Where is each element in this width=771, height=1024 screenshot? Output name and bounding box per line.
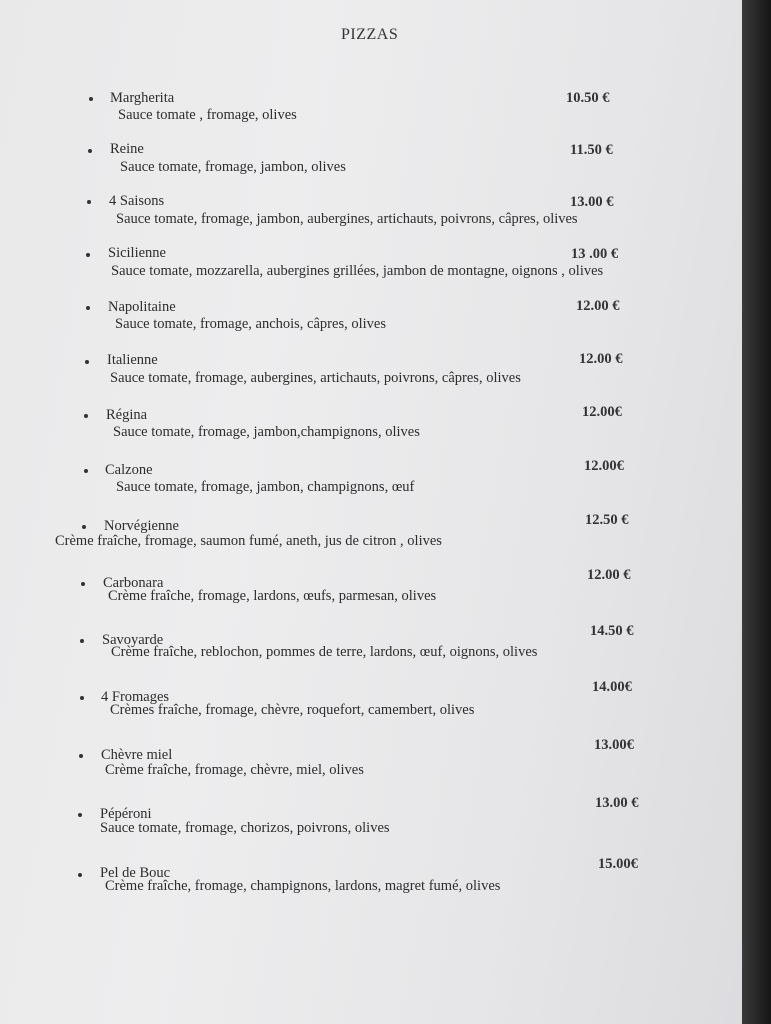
bullet-icon — [89, 97, 93, 101]
bullet-icon — [88, 149, 92, 153]
item-description: Sauce tomate, mozzarella, aubergines grillées, jambon de montagne, oignons , olives — [111, 263, 604, 279]
item-description: Sauce tomate , fromage, olives — [118, 107, 297, 123]
item-description: Sauce tomate, fromage, chorizos, poivrons, olives — [100, 820, 390, 836]
item-name: 4 Saisons — [109, 193, 165, 209]
item-price: 14.50 € — [590, 623, 634, 639]
item-name: Napolitaine — [108, 299, 176, 315]
item-description: Sauce tomate, fromage, jambon, champignons, œuf — [116, 479, 415, 495]
item-name: Chèvre miel — [101, 747, 173, 763]
item-description: Crème fraîche, fromage, chèvre, miel, olives — [105, 762, 364, 778]
item-description: Sauce tomate, fromage, anchois, câpres, olives — [115, 316, 386, 332]
item-price: 13 .00 € — [571, 246, 619, 262]
item-name: Carbonara — [103, 575, 164, 591]
table-edge — [742, 0, 771, 1024]
item-price: 15.00€ — [598, 856, 638, 872]
item-price: 12.00€ — [584, 458, 624, 474]
bullet-icon — [80, 639, 84, 643]
bullet-icon — [82, 525, 86, 529]
item-name: Pel de Bouc — [100, 865, 171, 881]
item-price: 12.00 € — [587, 567, 631, 583]
bullet-icon — [86, 306, 90, 310]
item-price: 12.00 € — [579, 351, 623, 367]
item-name: Pépéroni — [100, 806, 152, 822]
bullet-icon — [78, 813, 82, 817]
menu-title: PIZZAS — [341, 26, 399, 43]
item-price: 12.00 € — [576, 298, 620, 314]
item-name: 4 Fromages — [101, 689, 170, 705]
item-description: Crèmes fraîche, fromage, chèvre, roquefort, camembert, olives — [110, 702, 475, 718]
item-name: Calzone — [105, 462, 153, 478]
bullet-icon — [85, 360, 89, 364]
item-description: Sauce tomate, fromage, jambon,champignons, olives — [113, 424, 420, 440]
item-price: 10.50 € — [566, 90, 610, 106]
item-description: Sauce tomate, fromage, jambon, olives — [120, 159, 346, 175]
bullet-icon — [84, 469, 88, 473]
item-description: Crème fraîche, fromage, champignons, lardons, magret fumé, olives — [105, 878, 501, 894]
bullet-icon — [79, 754, 83, 758]
item-price: 13.00€ — [594, 737, 634, 753]
bullet-icon — [86, 253, 90, 257]
bullet-icon — [78, 873, 82, 877]
item-name: Sicilienne — [108, 245, 166, 261]
item-price: 11.50 € — [570, 142, 613, 158]
item-name: Savoyarde — [102, 632, 164, 648]
bullet-icon — [87, 200, 91, 204]
item-price: 13.00 € — [570, 194, 614, 210]
bullet-icon — [84, 414, 88, 418]
item-description: Crème fraîche, fromage, lardons, œufs, parmesan, olives — [108, 588, 437, 604]
item-name: Régina — [106, 407, 148, 423]
item-name: Reine — [110, 141, 144, 157]
item-description: Sauce tomate, fromage, jambon, aubergines, artichauts, poivrons, câpres, olives — [116, 211, 578, 227]
item-description: Crème fraîche, reblochon, pommes de terre, lardons, œuf, oignons, olives — [111, 644, 538, 660]
bullet-icon — [80, 696, 84, 700]
item-price: 12.50 € — [585, 512, 629, 528]
bullet-icon — [81, 582, 85, 586]
item-name: Italienne — [107, 352, 158, 368]
item-price: 14.00€ — [592, 679, 632, 695]
item-price: 12.00€ — [582, 404, 622, 420]
item-price: 13.00 € — [595, 795, 639, 811]
item-name: Norvégienne — [104, 518, 179, 534]
item-description: Crème fraîche, fromage, saumon fumé, aneth, jus de citron , olives — [55, 533, 442, 549]
item-description: Sauce tomate, fromage, aubergines, artichauts, poivrons, câpres, olives — [110, 370, 521, 386]
item-name: Margherita — [110, 90, 175, 106]
